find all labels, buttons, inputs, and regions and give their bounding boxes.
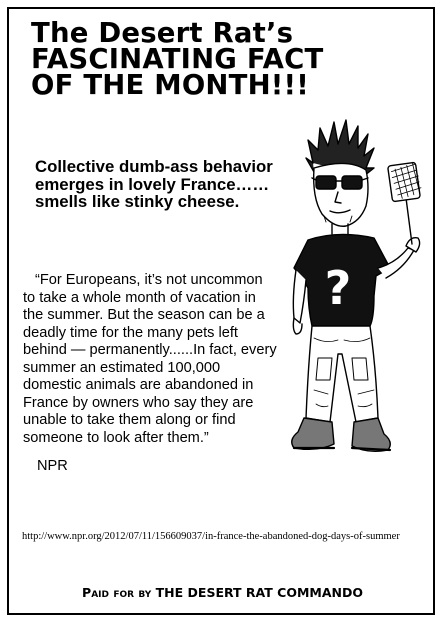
title-line-2: FASCINATING FACT	[31, 43, 324, 75]
paid-for-line	[0, 585, 445, 600]
quote-text: “For Europeans, it’s not uncommon to take a whole month of vacation in the summer. But the season can be a deadly time for the many pets left behind — permanently......In fact, every summer an estimated 100,000 domestic animals are abandoned in France by owners who say they are unable to take them along or find someone to look after them.”	[23, 272, 277, 446]
paid-for-prefix: Paid for by	[82, 585, 152, 600]
paid-for-org: THE DESERT RAT COMMANDO	[155, 585, 363, 600]
boots-icon	[292, 418, 391, 451]
page-title	[31, 17, 381, 101]
subheadline: Collective dumb-ass behavior emerges in lovely France…… smells like stinky cheese.	[35, 157, 273, 211]
shirt-question-mark: ?	[324, 261, 352, 315]
title-line-1: The Desert Rat’s	[31, 17, 294, 49]
quote-block	[23, 272, 278, 447]
source-url: http://www.npr.org/2012/07/11/156609037/in-france-the-abandoned-dog-days-of-summer	[22, 531, 400, 542]
quote-source: NPR	[37, 458, 68, 474]
title-line-3: OF THE MONTH!!!	[31, 69, 310, 101]
rat-commando-illustration	[278, 118, 433, 483]
fly-swatter-icon	[388, 162, 422, 244]
head	[314, 163, 368, 226]
